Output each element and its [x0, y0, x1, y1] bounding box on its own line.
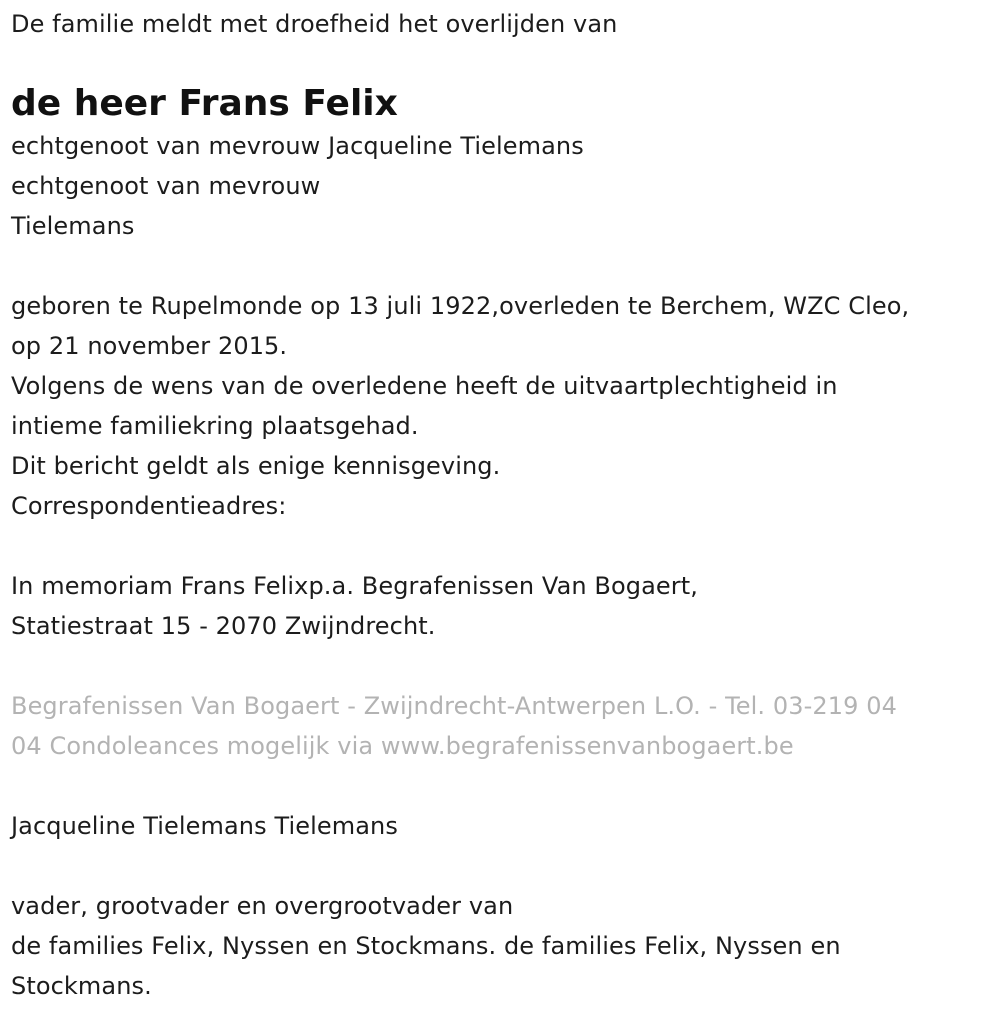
deceased-name: de heer Frans Felix: [11, 83, 398, 124]
spacer: [11, 766, 991, 806]
spouse-line: echtgenoot van mevrouw Jacqueline Tielemans: [11, 132, 584, 160]
intro-text: De familie meldt met droefheid het overlijden van: [11, 10, 618, 38]
obituary-notice: [11, 0, 991, 1006]
funeral-home-info: 04 Condoleances mogelijk via www.begrafenissenvanbogaert.be: [11, 732, 794, 760]
birth-death-line: op 21 november 2015.: [11, 332, 288, 360]
relation-line: Stockmans.: [11, 972, 152, 1000]
spacer: [11, 646, 991, 686]
spacer: [11, 526, 991, 566]
correspondence-address-line: In memoriam Frans Felixp.a. Begrafenissen Van Bogaert,: [11, 572, 698, 600]
notice-statement: Dit bericht geldt als enige kennisgeving.: [11, 452, 501, 480]
correspondence-address-line: Statiestraat 15 - 2070 Zwijndrecht.: [11, 612, 436, 640]
funeral-home-info: Begrafenissen Van Bogaert - Zwijndrecht-Antwerpen L.O. - Tel. 03-219 04: [11, 692, 897, 720]
signatory: Jacqueline Tielemans Tielemans: [11, 812, 398, 840]
correspondence-label: Correspondentieadres:: [11, 492, 287, 520]
relation-line: de families Felix, Nyssen en Stockmans. de families Felix, Nyssen en: [11, 932, 841, 960]
spacer: [11, 246, 991, 286]
birth-death-line: geboren te Rupelmonde op 13 juli 1922,overleden te Berchem, WZC Cleo,: [11, 292, 910, 320]
spacer: [11, 846, 991, 886]
funeral-wish-line: Volgens de wens van de overledene heeft de uitvaartplechtigheid in: [11, 372, 838, 400]
spouse-line: echtgenoot van mevrouw: [11, 172, 321, 200]
spouse-line: Tielemans: [11, 212, 135, 240]
funeral-wish-line: intieme familiekring plaatsgehad.: [11, 412, 419, 440]
relation-line: vader, grootvader en overgrootvader van: [11, 892, 514, 920]
